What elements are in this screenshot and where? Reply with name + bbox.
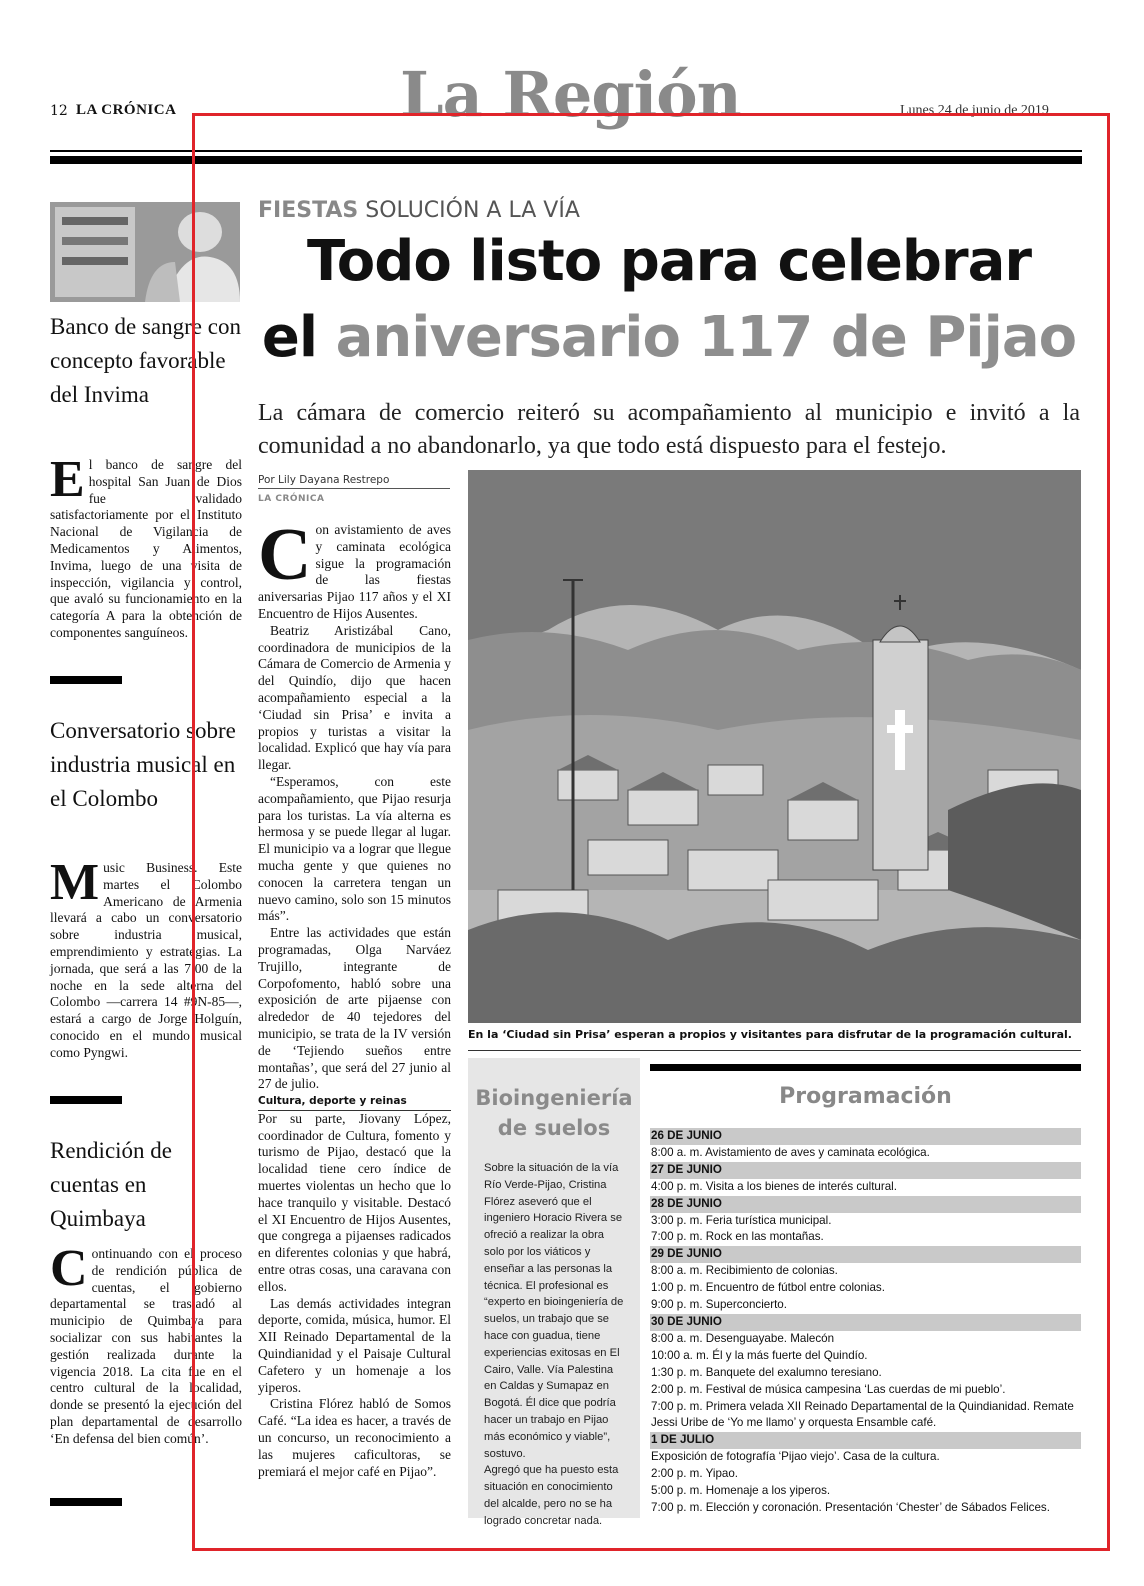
dek: La cámara de comercio reiteró su acompañamiento al municipio e invitó a la comunidad a no abandonarlo, ya que todo está dispuesto para el festejo. [258, 400, 1080, 459]
side-rule [50, 1096, 122, 1104]
caption-rule [468, 1050, 1081, 1051]
dropcap: M [50, 854, 100, 911]
program-event: 3:00 p. m. Feria turística municipal. [651, 1213, 832, 1227]
kicker-topic: SOLUCIÓN A LA VÍA [365, 198, 580, 223]
section-title: La Región [400, 58, 741, 131]
dropcap: C [258, 514, 312, 596]
sidebar-text [484, 1160, 626, 1530]
program-day: 1 DE JULIO [650, 1432, 1081, 1449]
headline-line-1: Todo listo para celebrar [307, 229, 1031, 294]
program-event: 8:00 a. m. Desenguayabe. Malecón [651, 1331, 835, 1345]
side-story-1-text: l banco de sangre del hospital San Juan de Dios fue validado satisfactoriamente por el Instituto Nacional de Vigilancia de Medicamentos y Alimentos, Invima, luego de una visita de inspección, vigilancia y control, que avaló su funcionamiento en la categoría A para la obtención de componentes sanguíneos. [50, 457, 242, 640]
lab-photo [50, 202, 240, 302]
program-day: 28 DE JUNIO [650, 1196, 1081, 1213]
byline: Por Lily Dayana Restrepo [258, 474, 450, 489]
program-event: 4:00 p. m. Visita a los bienes de interés cultural. [651, 1179, 897, 1193]
side-rule [50, 1498, 122, 1506]
paragraph: Beatriz Aristizábal Cano, coordinadora de municipios de la Cámara de Comercio de Armenia y del Quindío, dijo que hacen acompañamiento especial a la ‘Ciudad sin Prisa’ e invita a propios y turistas a visitar la localidad. Explicó que hay vía para llegar. [258, 622, 451, 773]
dropcap: C [50, 1240, 88, 1297]
program-event: 2:00 p. m. Yipao. [651, 1467, 739, 1481]
program-title: Programación [779, 1084, 952, 1109]
paragraph: Cristina Flórez habló de Somos Café. “La idea es hacer, a través de un concurso, un reconocimiento a las mujeres caficultoras, se premiará el mejor café en Pijao”. [258, 1396, 451, 1479]
paragraph: Sobre la situación de la vía Río Verde-Pijao, Cristina Flórez aseveró que el ingeniero Horacio Rivera se ofreció a realizar la obra solo por los viáticos y enseñar a las personas la técnica. El profesional es “experto en bioingeniería de suelos, un trabajo que se hace con guadua, tiene experiencias exitosas en El Cairo, Valle. Vía Palestina en Caldas y Sumapaz en Bogotá. Él dice que podría hacer un trabajo en Pijao más económico y viable”, sostuvo. [484, 1162, 624, 1460]
side-story-2-text: usic Business. Este martes el Colombo Americano de Armenia llevará a cabo un conversatorio sobre industria musical, emprendimiento y estrategias. La jornada, que será a las 7:00 de la noche en la sede alterna del Colombo —carrera 14 #9N-85—, estará a cargo de Jorge Holguín, conocido en el mundo musical como Pyngwi. [50, 860, 242, 1060]
page-number: 12 [50, 103, 68, 119]
paragraph: “Esperamos, con este acompañamiento, que Pijao resurja para los turistas. La vía alterna es hermosa y se puede llegar al lugar. El municipio va a lograr que llegue mucha gente y que quienes no conocen la carretera tengan un nuevo camino, solo son 15 minutos más”. [258, 773, 451, 924]
paragraph: Entre las actividades que están programadas, Olga Narváez Trujillo, integrante de Corpofomento, habló sobre una exposición de arte pijaense con alrededor de 40 tejedores del municipio, se trata de la IV versión de ‘Tejiendo sueños entre montañas’, que será del 27 junio al 27 de julio. [258, 925, 451, 1092]
program-day: 27 DE JUNIO [650, 1162, 1081, 1179]
program-event: 8:00 a. m. Avistamiento de aves y caminata ecológica. [651, 1145, 930, 1159]
newspaper-name: LA CRÓNICA [76, 102, 177, 118]
kicker-section: FIESTAS [258, 198, 359, 223]
paragraph: Las demás actividades integran deporte, comida, música, humor. El XII Reinado Departamental de la Quindianidad y el Paisaje Cultural Cafetero y un homenaje a los yiperos. [258, 1295, 451, 1395]
headline-line-2 [258, 300, 1080, 376]
program-event: 5:00 p. m. Homenaje a los yiperos. [651, 1484, 831, 1498]
program-event: 8:00 a. m. Recibimiento de colonias. [651, 1264, 838, 1278]
side-story-3-text: ontinuando con el proceso de rendición pública de cuentas, el gobierno departamental se trasladó al municipio de Quimbaya para socializar con sus habitantes la gestión realizada durante la vigencia 2018. La cita fue en el centro cultural de la localidad, donde se presentó la ejecución del plan departamental de desarrollo ‘En defensa del bien común’. [50, 1246, 242, 1446]
header-rule-thin [50, 150, 1082, 152]
program-event: 7:00 p. m. Elección y coronación. Presentación ‘Chester’ de Sábados Felices. [651, 1500, 1050, 1514]
kicker [258, 198, 580, 223]
program-event: 7:00 p. m. Primera velada XII Reinado Departamental de la Quindianidad. Remate Jessi Uribe de ‘Yo me llamo’ y orquesta Ensamble café. [651, 1399, 1074, 1430]
program-rule [650, 1064, 1081, 1071]
program-event: 7:00 p. m. Rock en las montañas. [651, 1230, 824, 1244]
paragraph [258, 514, 451, 623]
program-event: 1:00 p. m. Encuentro de fútbol entre colonias. [651, 1281, 885, 1295]
subhead: Cultura, deporte y reinas [258, 1093, 451, 1111]
photo-caption: En la ‘Ciudad sin Prisa’ esperan a propios y visitantes para disfrutar de la programación cultural. [468, 1028, 1072, 1041]
header-rule-thick [50, 156, 1082, 164]
side-headline-3: Rendición de cuentas en Quimbaya [50, 1138, 172, 1231]
program-day: 29 DE JUNIO [650, 1246, 1081, 1263]
side-story-2 [50, 854, 242, 1062]
program-event: 9:00 p. m. Superconcierto. [651, 1298, 787, 1312]
program-day: 26 DE JUNIO [650, 1128, 1081, 1145]
paragraph: Agregó que ha puesto esta situación en conocimiento del alcalde, pero no se ha logrado concretar nada. [484, 1464, 619, 1527]
program-event: 2:00 p. m. Festival de música campesina ‘Las cuerdas de mi pueblo’. [651, 1382, 1006, 1396]
dropcap: E [50, 451, 85, 508]
paragraph: Por su parte, Jiovany López, coordinador de Cultura, fomento y turismo de Pijao, destacó que la localidad tiene cero índice de muertes violentas un hecho que lo hace tranquilo y visitable. Destacó el XI Encuentro de Hijos Ausentes, que congrega a pijaenses radicados en diferentes colonias y que habrá, entre otras cosas, una caravana con ellos. [258, 1110, 451, 1294]
side-headline-2: Conversatorio sobre industria musical en el Colombo [50, 718, 236, 811]
side-story-1 [50, 451, 242, 642]
article-body [258, 514, 451, 1480]
issue-date: Lunes 24 de junio de 2019 [900, 103, 1049, 118]
headline-line-2b: aniversario 117 de Pijao [335, 305, 1077, 370]
program-event: Exposición de fotografía ‘Pijao viejo’. Casa de la cultura. [651, 1450, 940, 1464]
town-photo [468, 470, 1081, 1023]
sidebar-title [470, 1083, 638, 1143]
headline-line-2a: el [261, 305, 336, 370]
side-story-3 [50, 1240, 242, 1448]
program-day: 30 DE JUNIO [650, 1314, 1081, 1331]
side-rule [50, 676, 122, 684]
sidebar-title-2: de suelos [497, 1116, 611, 1140]
sidebar-title-1: Bioingeniería [475, 1086, 633, 1110]
program-event: 1:30 p. m. Banquete del exalumno teresiano. [651, 1365, 882, 1379]
byline-source: LA CRÓNICA [258, 494, 325, 504]
headline [258, 224, 1080, 376]
program-event: 10:00 a. m. Él y la más fuerte del Quindío. [651, 1348, 868, 1362]
side-headline-1: Banco de sangre con concepto favorable del Invima [50, 314, 241, 407]
program-list [650, 1128, 1081, 1517]
paragraph-text: on avistamiento de aves y caminata ecológica sigue la programación de las fiestas aniversarias Pijao 117 años y el XI Encuentro de Hijos Ausentes. [258, 522, 451, 621]
